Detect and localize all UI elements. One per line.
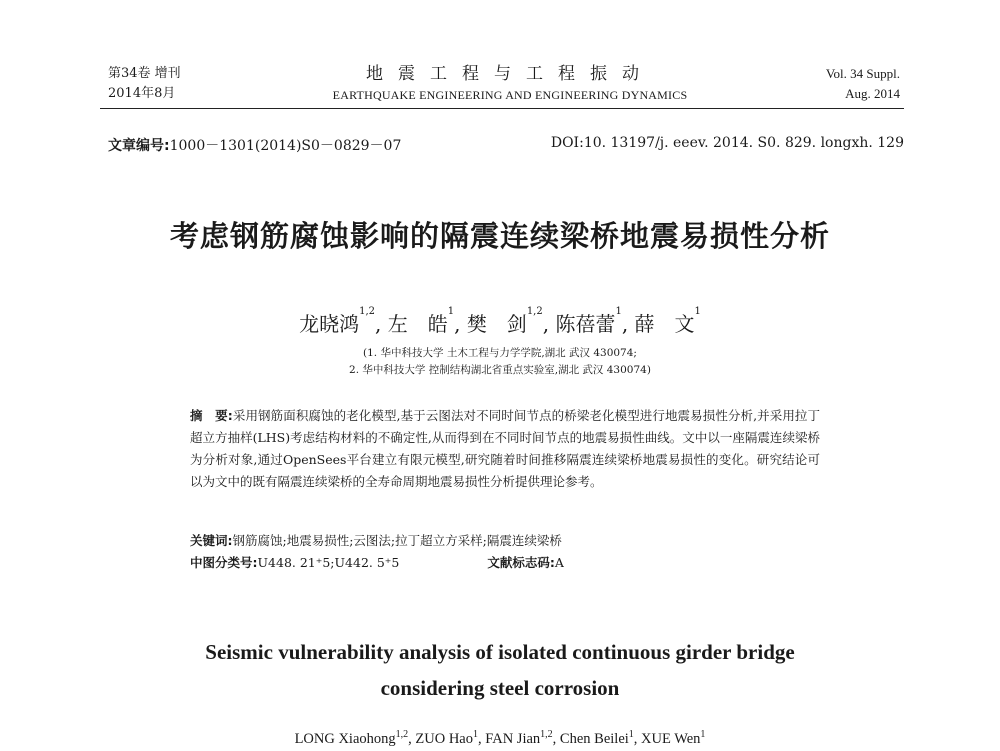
paper-title-en-line2: considering steel corrosion [380,676,620,700]
author-name: LONG Xiaohong [294,731,396,747]
keywords [190,531,820,551]
doc-code-value: A [554,555,564,570]
author-name: FAN Jian [485,731,541,747]
date-en: Aug. 2014 [845,86,900,101]
author-name: 薛 文 [634,312,695,336]
author-separator: , [552,731,560,747]
en-author [641,731,705,747]
author-separator: , [408,731,416,747]
author-affiliation-mark: 1 [615,306,622,317]
doi: DOI:10. 13197/j. eeev. 2014. S0. 829. longxh. 129 [550,135,904,151]
journal-name-en: EARTHQUAKE ENGINEERING AND ENGINEERING DYNAMICS [332,88,688,102]
author-separator: , [454,312,467,336]
issue-info-en [826,64,900,104]
cn-author [555,306,635,336]
cn-author [387,306,467,336]
author-name: 樊 剑 [466,312,527,336]
issue-date: 2014年8月 [108,86,176,101]
affiliation-1: (1. 华中科技大学 土木工程与力学学院,湖北 武汉 430074; [363,347,637,359]
author-affiliation-mark: 1 [700,729,706,740]
en-author [485,731,560,747]
author-affiliation-mark: 1,2 [540,729,553,740]
author-affiliation-mark: 1 [694,306,701,317]
author-separator: , [542,312,556,336]
keywords-label: 关键词: [190,533,233,548]
author-name: ZUO Hao [415,731,473,747]
volume-issue: 第34卷 增刊 [108,66,181,81]
article-number: 文章编号:1000－1301(2014)S0－0829－07 [108,138,402,154]
author-affiliation-mark: 1,2 [359,306,375,317]
author-separator: , [375,312,388,336]
clc-value: U448. 21⁺5;U442. 5⁺5 [257,555,400,570]
article-meta [108,135,904,155]
header-rule [100,108,904,109]
author-separator: , [621,312,635,336]
affiliation-2: 2. 华中科技大学 控制结构湖北省重点实验室,湖北 武汉 430074) [349,364,651,376]
issue-info [108,64,181,104]
abstract-text: 采用钢筋面积腐蚀的老化模型,基于云图法对不同时间节点的桥梁老化模型进行地震易损性分析,并采用拉丁超立方抽样(LHS)考虑结构材料的不确定性,从而得到在不同时间节点的地震易损性曲线。文中以一座隔震连续梁桥为分析对象,通过OpenSees平台建立有限元模型,研究随着时间推移隔震连续梁桥地震易损性的变化。研究结论可以为文中的既有隔震连续梁桥的全寿命周期地震易损性分析提供理论参考。 [190,408,821,489]
author-affiliation-mark: 1 [473,729,478,740]
author-name: Chen Beilei [559,731,629,747]
en-author [560,731,641,747]
author-affiliation-mark: 1 [447,306,455,317]
cn-author [634,306,701,336]
en-author [415,731,485,747]
author-affiliation-mark: 1,2 [526,306,543,317]
author-affiliation-mark: 1 [628,729,634,740]
en-author [295,731,416,747]
journal-name [270,62,750,104]
doc-code-label: 文献标志码: [487,555,555,570]
volume-en: Vol. 34 Suppl. [825,66,900,81]
journal-name-cn: 地震工程与工程振动 [366,64,654,84]
author-name: 左 皓 [387,312,448,336]
paper-title-en [100,634,900,706]
paper-title-en-line1: Seismic vulnerability analysis of isolated continuous girder bridge [205,640,795,664]
keywords-text: 钢筋腐蚀;地震易损性;云图法;拉丁超立方采样;隔震连续梁桥 [232,533,562,548]
classification [190,553,820,573]
author-separator: , [633,731,642,747]
author-name: 龙晓鸿 [299,312,360,336]
author-list-cn [60,308,940,337]
cn-author [466,306,556,336]
author-separator: , [478,731,486,747]
author-list-en [100,731,900,748]
abstract [190,405,820,493]
abstract-label: 摘 要: [190,408,233,423]
author-name: 陈蓓蕾 [555,312,616,336]
cn-author [299,306,388,336]
paper-title-cn: 考虑钢筋腐蚀影响的隔震连续梁桥地震易损性分析 [169,219,830,253]
author-affiliation-mark: 1,2 [395,729,409,740]
author-name: XUE Wen [641,731,701,747]
clc-label: 中图分类号: [190,555,258,570]
